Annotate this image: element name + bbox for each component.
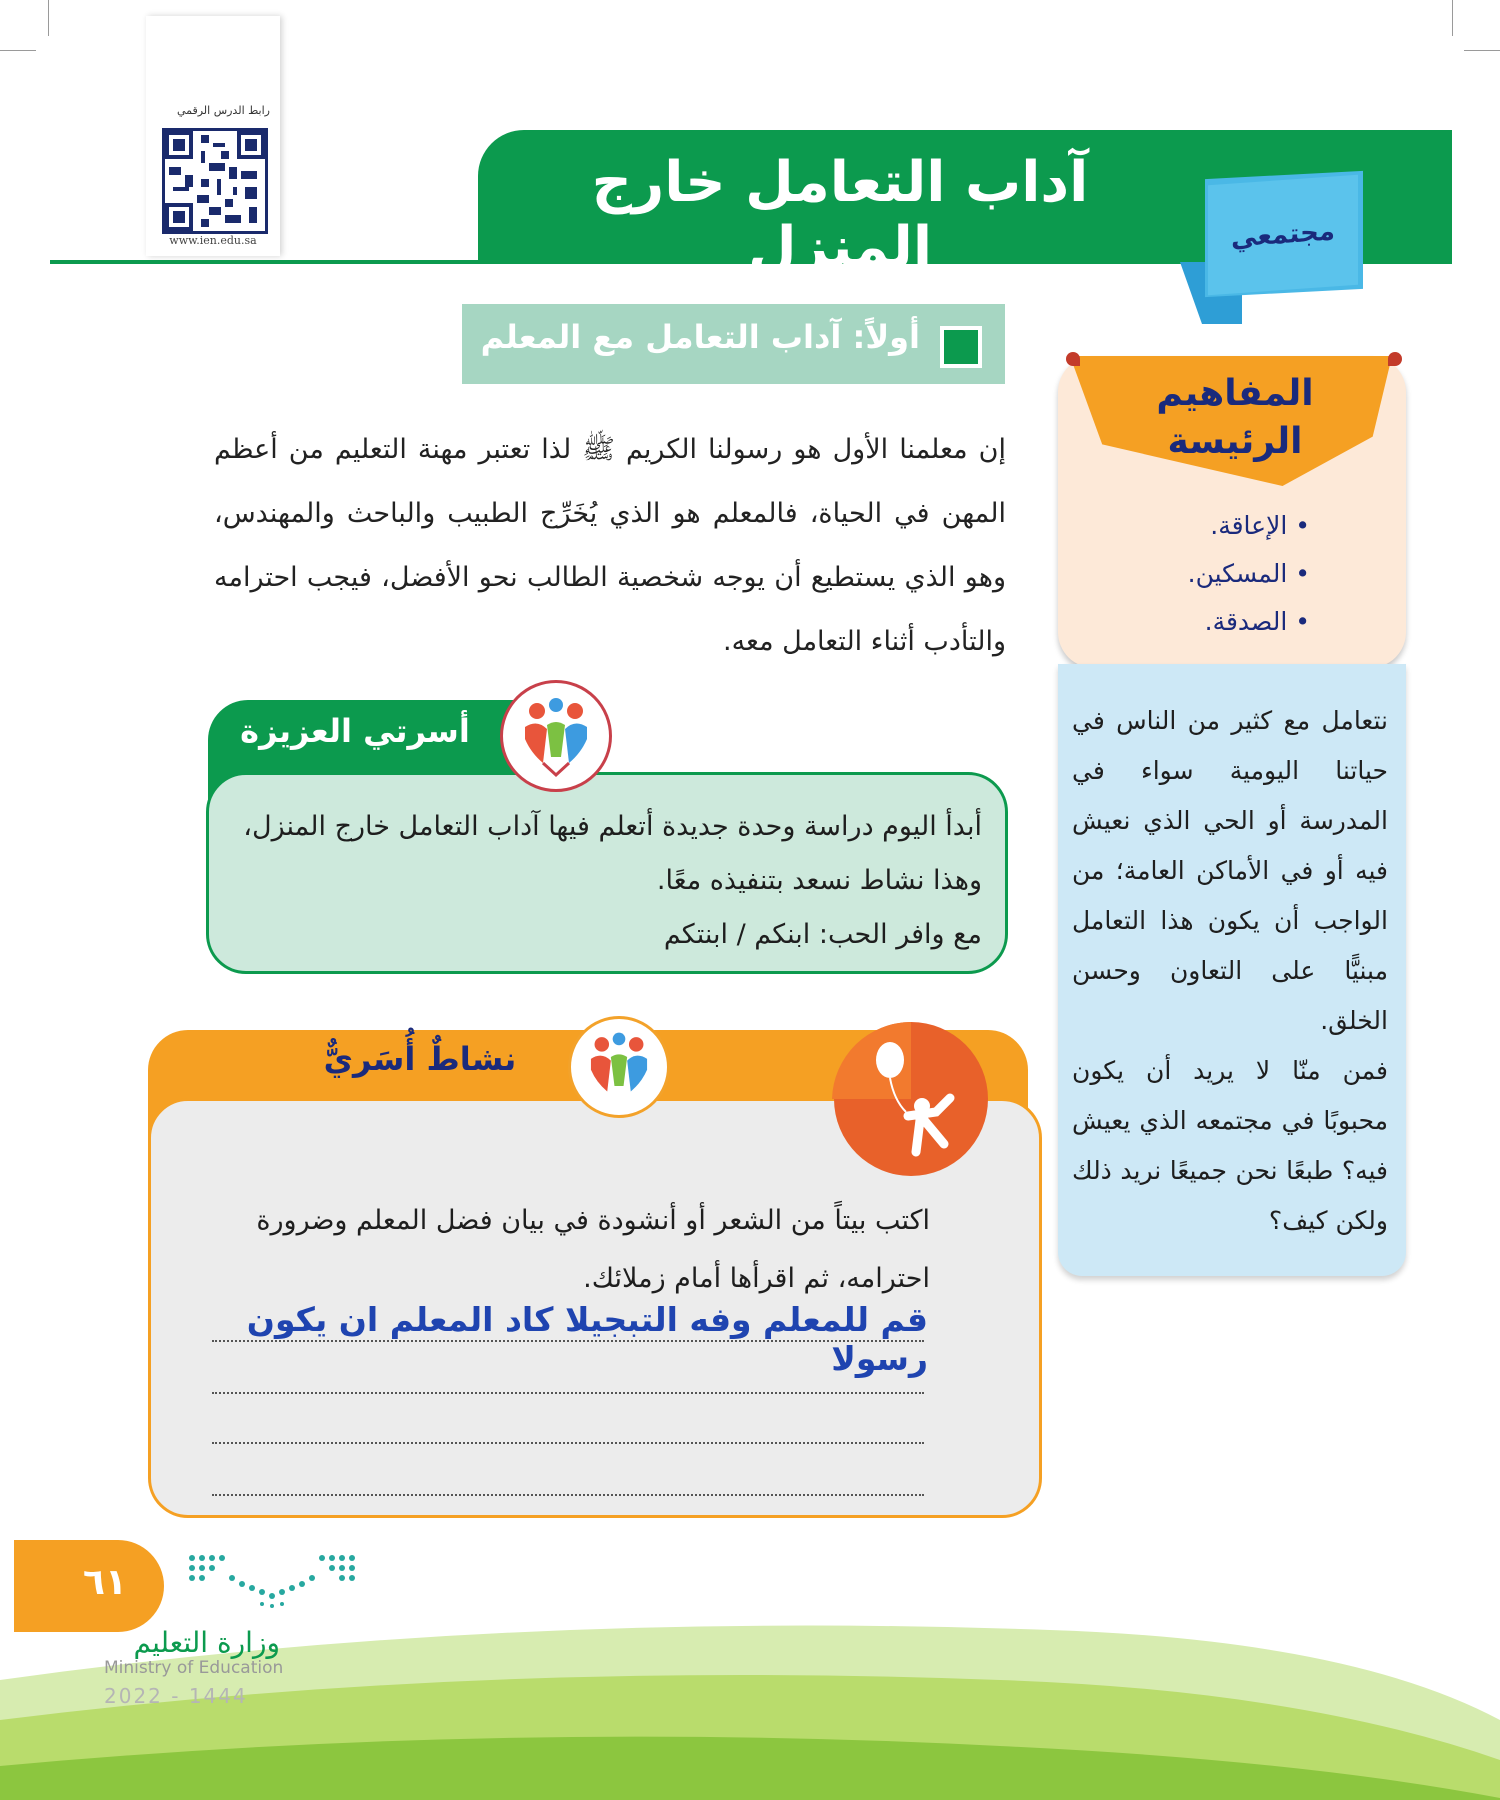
answer-line[interactable]: [212, 1392, 924, 1394]
family-logo-icon: [500, 680, 612, 792]
crop-mark: [0, 50, 36, 51]
family-signature: مع وافر الحب: ابنكم / ابنتكم: [663, 919, 982, 950]
qr-url: www.ien.edu.sa: [169, 234, 257, 247]
header-rule: [50, 260, 480, 264]
intro-text: [1072, 696, 1388, 1246]
answer-line[interactable]: [212, 1494, 924, 1496]
page-number: ٦١: [83, 1562, 127, 1603]
section-tab-label: مجتمعي: [1231, 216, 1335, 254]
page-title: آداب التعامل خارج المنزل: [591, 150, 1089, 280]
family-text: [222, 800, 982, 962]
answer-line[interactable]: [212, 1442, 924, 1444]
key-concept-item: • المسكين.: [1080, 550, 1310, 598]
qr-code-icon: [165, 131, 265, 231]
crop-mark: [48, 0, 49, 36]
ministry-logo-icon: [186, 1552, 358, 1608]
family-line: وهذا نشاط نسعد بتنفيذه معًا.: [656, 865, 982, 896]
ministry-name-ar: وزارة التعليم: [133, 1626, 280, 1659]
key-concept-item: • الإعاقة.: [1080, 502, 1310, 550]
activity-instruction: اكتب بيتاً من الشعر أو أنشودة في بيان فضل المعلم وضرورة احترامه، ثم اقرأها أمام زملائك.: [256, 1205, 930, 1294]
bullet-square-icon: [940, 326, 982, 368]
key-concepts-title-line: المفاهيم: [1156, 373, 1314, 414]
key-concepts-title: [1120, 370, 1350, 466]
section-tab: [1208, 175, 1358, 295]
family-heading: أسرتي العزيزة: [240, 712, 470, 750]
intro-paragraph: نتعامل مع كثير من الناس في حياتنا اليومية سواء في المدرسة أو الحي الذي نعيش فيه أو في الأماكن العامة؛ من الواجب أن يكون هذا التعامل مبنيًّا على التعاون وحسن الخلق.: [1072, 706, 1388, 1035]
qr-caption: رابط الدرس الرقمي: [176, 104, 270, 117]
subsection-title: أولاً: آداب التعامل مع المعلم: [480, 318, 920, 356]
qr-code[interactable]: [162, 128, 268, 234]
ribbon-curl: [1388, 352, 1402, 366]
family-logo-icon: [568, 1016, 670, 1118]
activity-heading: نشاطٌ أُسَريٌّ: [323, 1040, 517, 1078]
answer-line[interactable]: [212, 1340, 924, 1342]
key-concept-item: • الصدقة.: [1080, 598, 1310, 646]
key-concepts-title-line: الرئيسة: [1167, 421, 1303, 462]
handwritten-answer[interactable]: قم للمعلم وفه التبجيلا كاد المعلم ان يكون رسولا: [246, 1300, 928, 1378]
family-line: أبدأ اليوم دراسة وحدة جديدة أتعلم فيها آداب التعامل خارج المنزل،: [243, 811, 982, 842]
main-paragraph: إن معلمنا الأول هو رسولنا الكريم ﷺ لذا تعتبر مهنة التعليم من أعظم المهن في الحياة، فالمعلم هو الذي يُخَرِّج الطبيب والباحث والمهندس، وهو الذي يستطيع أن يوجه شخصية الطالب نحو الأفضل، فيجب احترامه والتأدب أثناء التعامل معه.: [214, 434, 1006, 657]
edition-year: 2022 - 1444: [104, 1684, 248, 1708]
crop-mark: [1464, 50, 1500, 51]
ribbon-curl: [1066, 352, 1080, 366]
key-concepts-list: [1080, 502, 1310, 646]
crop-mark: [1452, 0, 1453, 36]
ministry-name-en: Ministry of Education: [104, 1658, 284, 1678]
balloon-child-icon: [832, 1020, 990, 1178]
intro-paragraph: فمن منّا لا يريد أن يكون محبوبًا في مجتمعه الذي يعيش فيه؟ طبعًا نحن جميعًا نريد ذلك ولكن كيف؟: [1072, 1056, 1388, 1235]
